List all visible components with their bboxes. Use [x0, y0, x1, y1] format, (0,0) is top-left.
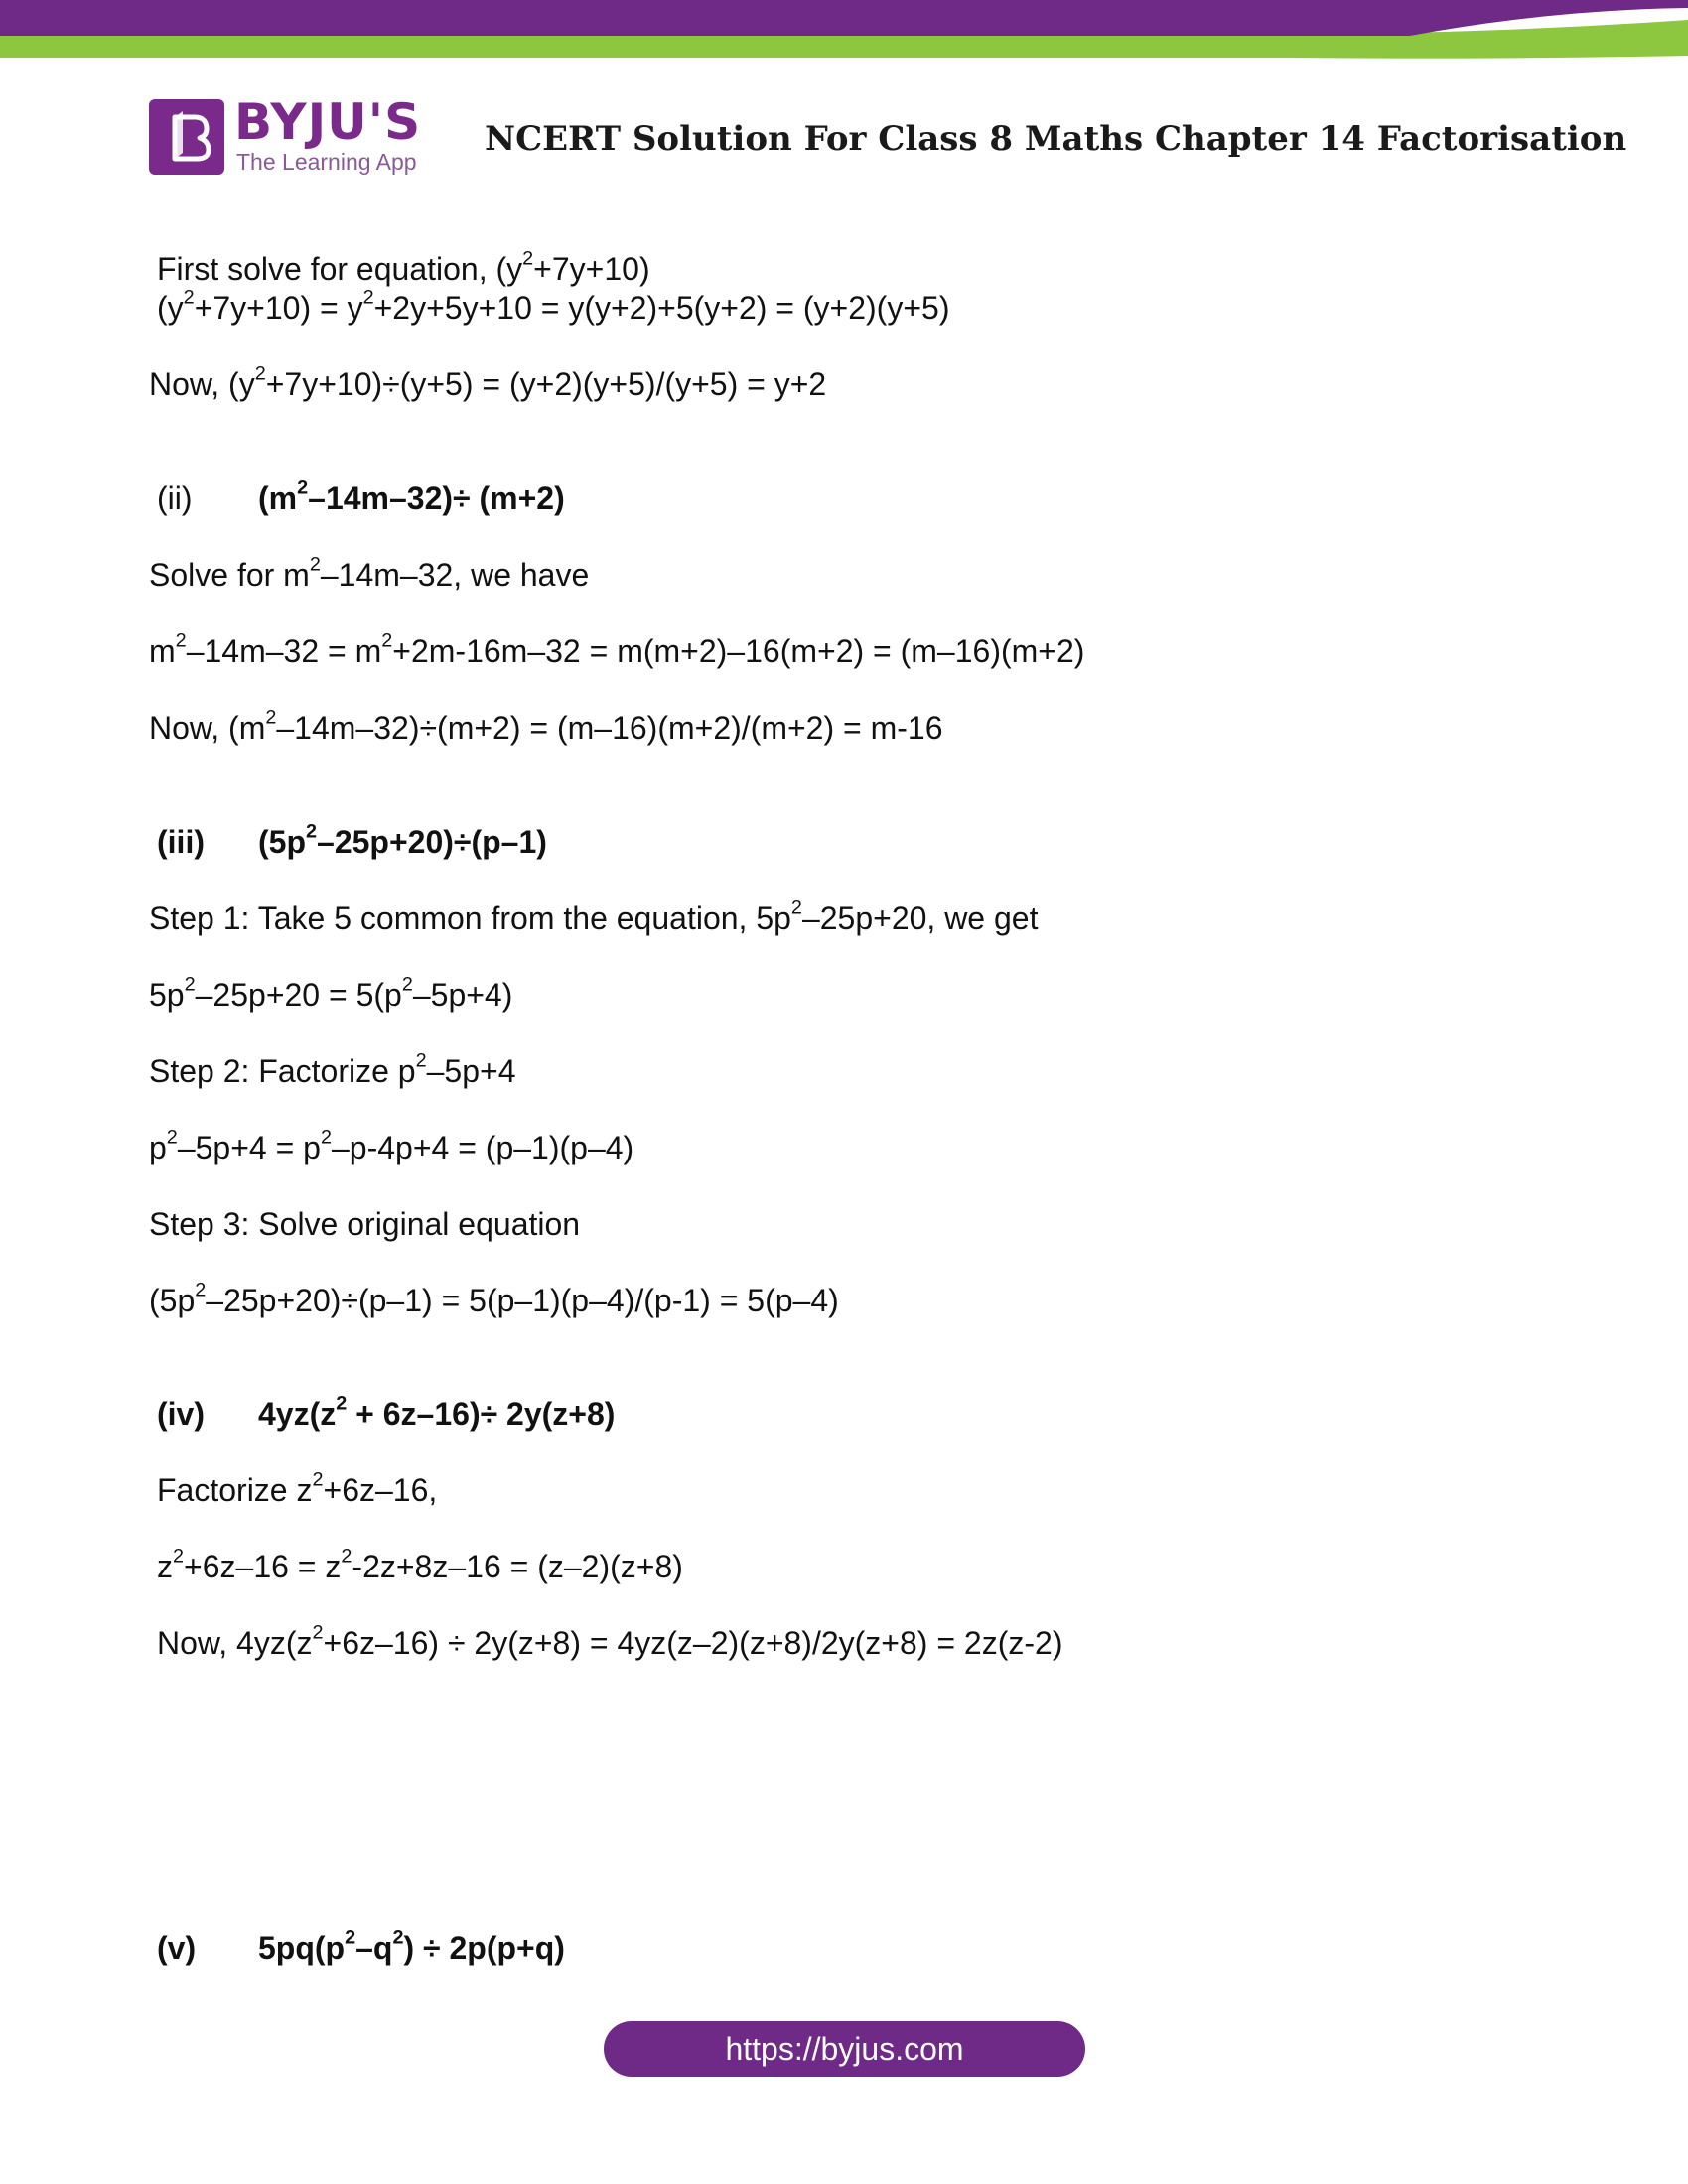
top-banner [0, 0, 1688, 60]
solution-line: $(y^2+7y+10) = y^2+2y+5y+10 = y(y+2)+5(y+2) = (y+2)(y+5)$ [157, 286, 950, 326]
question-number: (iii) [157, 824, 205, 860]
solution-line: Factorize $z^2+6z-16$, [157, 1468, 438, 1508]
solution-line: $m^2-14m-32 = m^2+2m-16m-32 = m(m+2)-16(m+2) = (m-16)(m+2)$ [149, 629, 1085, 669]
question-heading: (ii) $(m^2-14m-32)\div (m+2)$ [157, 477, 565, 516]
question-number: (ii) [157, 480, 193, 516]
page-header [149, 93, 1627, 182]
solution-line: $p^2-5p+4 = p^2-p-4p+4 = (p-1)(p-4)$ [149, 1126, 634, 1165]
question-heading: (v) $5pq(p^2-q^2) \div 2p(p+q)$ [157, 1926, 565, 1966]
solution-line: Solve for $m^2-14m-32$, we have [149, 553, 590, 593]
solution-line: Step 2: Factorize $p^2-5p+4$ [149, 1049, 516, 1089]
logo-tagline: The Learning App [236, 149, 417, 175]
solution-line: Now, $4yz(z^2+6z-16) \div 2y(z+8) = 4yz(z-2)(z+8)/2y(z+8) = 2z(z-2)$ [157, 1621, 1063, 1661]
solution-line: $z^2+6z-16 = z^2-2z+8z-16 = (z-2)(z+8)$ [157, 1545, 683, 1584]
document-title: NCERT Solution For Class 8 Maths Chapter 14 Factorisation [485, 119, 1627, 159]
solution-line: $(5p^2-25p+20)\div(p-1) = 5(p-1)(p-4)/(p-1) = 5(p-4)$ [149, 1279, 839, 1318]
question-number: (v) [157, 1930, 197, 1966]
footer-url-link[interactable] [604, 2021, 1085, 2077]
question-heading: (iii) $(5p^2-25p+20)\div(p-1)$ [157, 820, 547, 860]
footer-url-text: https://byjus.com [725, 2030, 964, 2067]
solution-line: Now, $(y^2+7y+10)\div(y+5) = (y+2)(y+5)/(y+5) = y+2$ [149, 362, 827, 402]
logo-wordmark: BYJU'S [234, 93, 422, 151]
solution-line: $5p^2-25p+20 = 5(p^2-5p+4)$ [149, 973, 513, 1013]
solution-line: First solve for equation, $(y^2+7y+10)$ [157, 247, 650, 287]
question-number: (iv) [157, 1396, 205, 1432]
byjus-logo-icon [149, 99, 224, 175]
solution-line: Step 3: Solve original equation [149, 1206, 581, 1242]
solution-line: Now, $(m^2-14m-32)\div(m+2) = (m-16)(m+2)/(m+2) = m-16$ [149, 706, 943, 746]
question-heading: (iv) $4yz(z^2 + 6z-16)\div 2y(z+8)$ [157, 1392, 616, 1432]
solution-line: Step 1: Take 5 common from the equation, $5p^2-25p+20$, we get [149, 896, 1039, 936]
